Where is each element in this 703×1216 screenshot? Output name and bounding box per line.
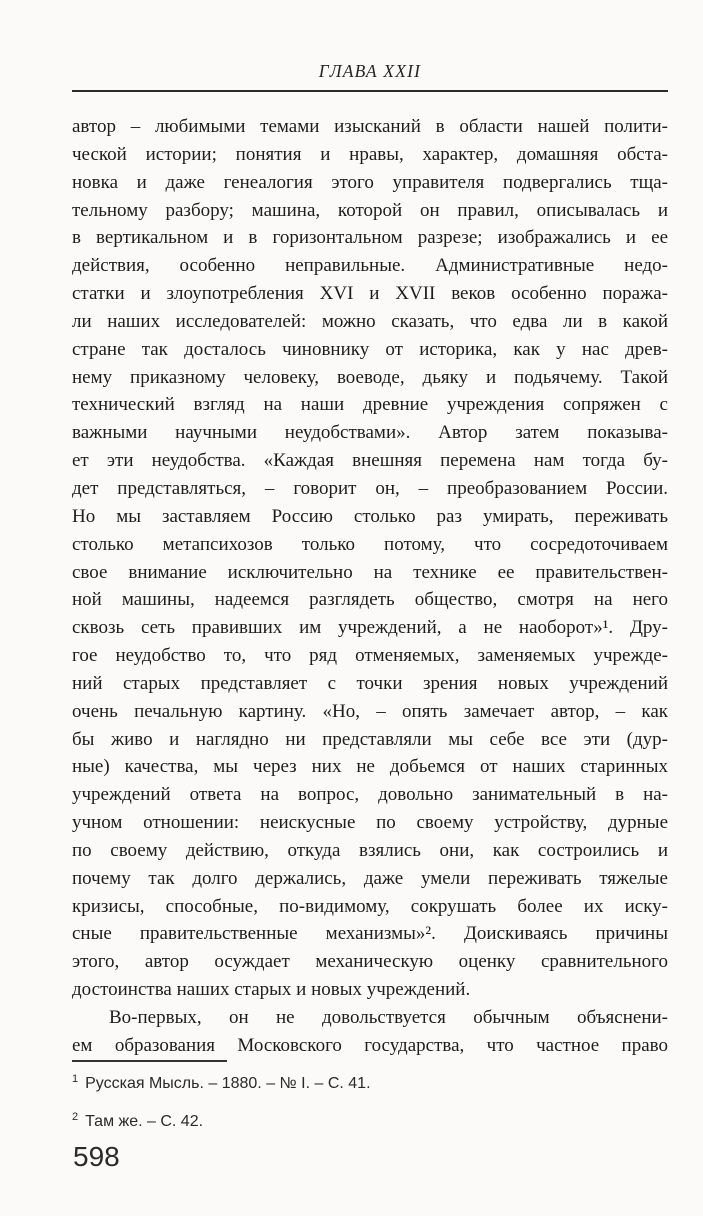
footnote-marker: 1: [72, 1073, 79, 1085]
text-line: учреждений ответа на вопрос, довольно занимательный в на-: [72, 784, 668, 806]
text-line: ет эти неудобства. «Каждая внешняя перемена нам тогда бу-: [72, 450, 668, 472]
footnote: [72, 1068, 668, 1095]
text-line: нему приказному человеку, воеводе, дьяку и подьячему. Такой: [72, 366, 668, 388]
footnote-text: Русская Мысль. – 1880. – № I. – С. 41.: [85, 1075, 371, 1092]
page-number: 598: [73, 1141, 120, 1172]
text-line: сные правительственные механизмы»². Доискиваясь причины: [72, 923, 668, 945]
text-line: сквозь сеть правивших им учреждений, а не наоборот»¹. Дру-: [72, 617, 668, 639]
text-line: бы живо и наглядно ни представляли мы себе все эти (дур-: [72, 728, 668, 750]
text-line: статки и злоупотребления XVI и XVII веков особенно поража-: [72, 283, 668, 305]
footnote: [72, 1106, 668, 1133]
footnote-marker: 2: [72, 1111, 79, 1123]
text-line: новка и даже генеалогия этого управителя подвергались тща-: [72, 171, 668, 193]
text-line: важными научными неудобствами». Автор затем показыва-: [72, 422, 668, 444]
text-line: стране так досталось чиновнику от историка, как у нас древ-: [72, 338, 668, 360]
text-line: этого, автор осуждает механическую оценку сравнительного: [72, 951, 668, 973]
chapter-title: ГЛАВА XXII: [318, 61, 422, 81]
text-line: ной машины, надеемся разглядеть общество, смотря на него: [72, 589, 668, 611]
text-line: ний старых представляет с точки зрения новых учреждений: [72, 672, 668, 694]
text-line: Но мы заставляем Россию столько раз умирать, переживать: [72, 505, 668, 527]
footnote-text: Там же. – С. 42.: [85, 1113, 204, 1130]
text-line: почему так долго держались, даже умели переживать тяжелые: [72, 867, 668, 889]
footnote-rule: [72, 1060, 227, 1062]
text-line: автор – любимыми темами изысканий в области нашей полити-: [72, 116, 668, 137]
text-line: по своему действию, откуда взялись они, как состроились и: [72, 839, 668, 861]
text-line: технический взгляд на наши древние учреждения сопряжен с: [72, 394, 668, 416]
text-line: учном отношении: неискусные по своему устройству, дурные: [72, 812, 668, 834]
text-line: тельному разбору; машина, которой он правил, описывалась и: [72, 199, 668, 221]
text-line: столько метапсихозов только потому, что сосредоточиваем: [72, 533, 668, 555]
text-line: Во-первых, он не довольствуется обычным объяснени-: [109, 1007, 668, 1028]
text-line: дет представляться, – говорит он, – преобразованием России.: [72, 477, 668, 499]
text-line: очень печальную картину. «Но, – опять замечает автор, – как: [72, 700, 668, 722]
body-text: [72, 113, 668, 1060]
text-line: ли наших исследователей: можно сказать, что едва ли в какой: [72, 310, 668, 332]
text-line: достоинства наших старых и новых учреждений.: [72, 979, 471, 1001]
footnotes: [72, 1068, 668, 1144]
text-line: свое внимание исключительно на технике ее правительствен-: [72, 561, 668, 583]
text-line: ем образования Московского государства, что частное право: [72, 1034, 668, 1056]
text-line: ные) качества, мы через них не добьемся от наших старинных: [72, 756, 668, 778]
header-rule: [72, 90, 668, 92]
text-line: действия, особенно неправильные. Административные недо-: [72, 255, 668, 277]
text-line: гое неудобство то, что ряд отменяемых, заменяемых учрежде-: [72, 645, 668, 667]
text-line: кризисы, способные, по-видимому, сокрушать более их иску-: [72, 895, 668, 917]
text-line: в вертикальном и в горизонтальном разрезе; изображались и ее: [72, 227, 668, 249]
text-line: ческой истории; понятия и нравы, характер, домашняя обста-: [72, 143, 668, 165]
